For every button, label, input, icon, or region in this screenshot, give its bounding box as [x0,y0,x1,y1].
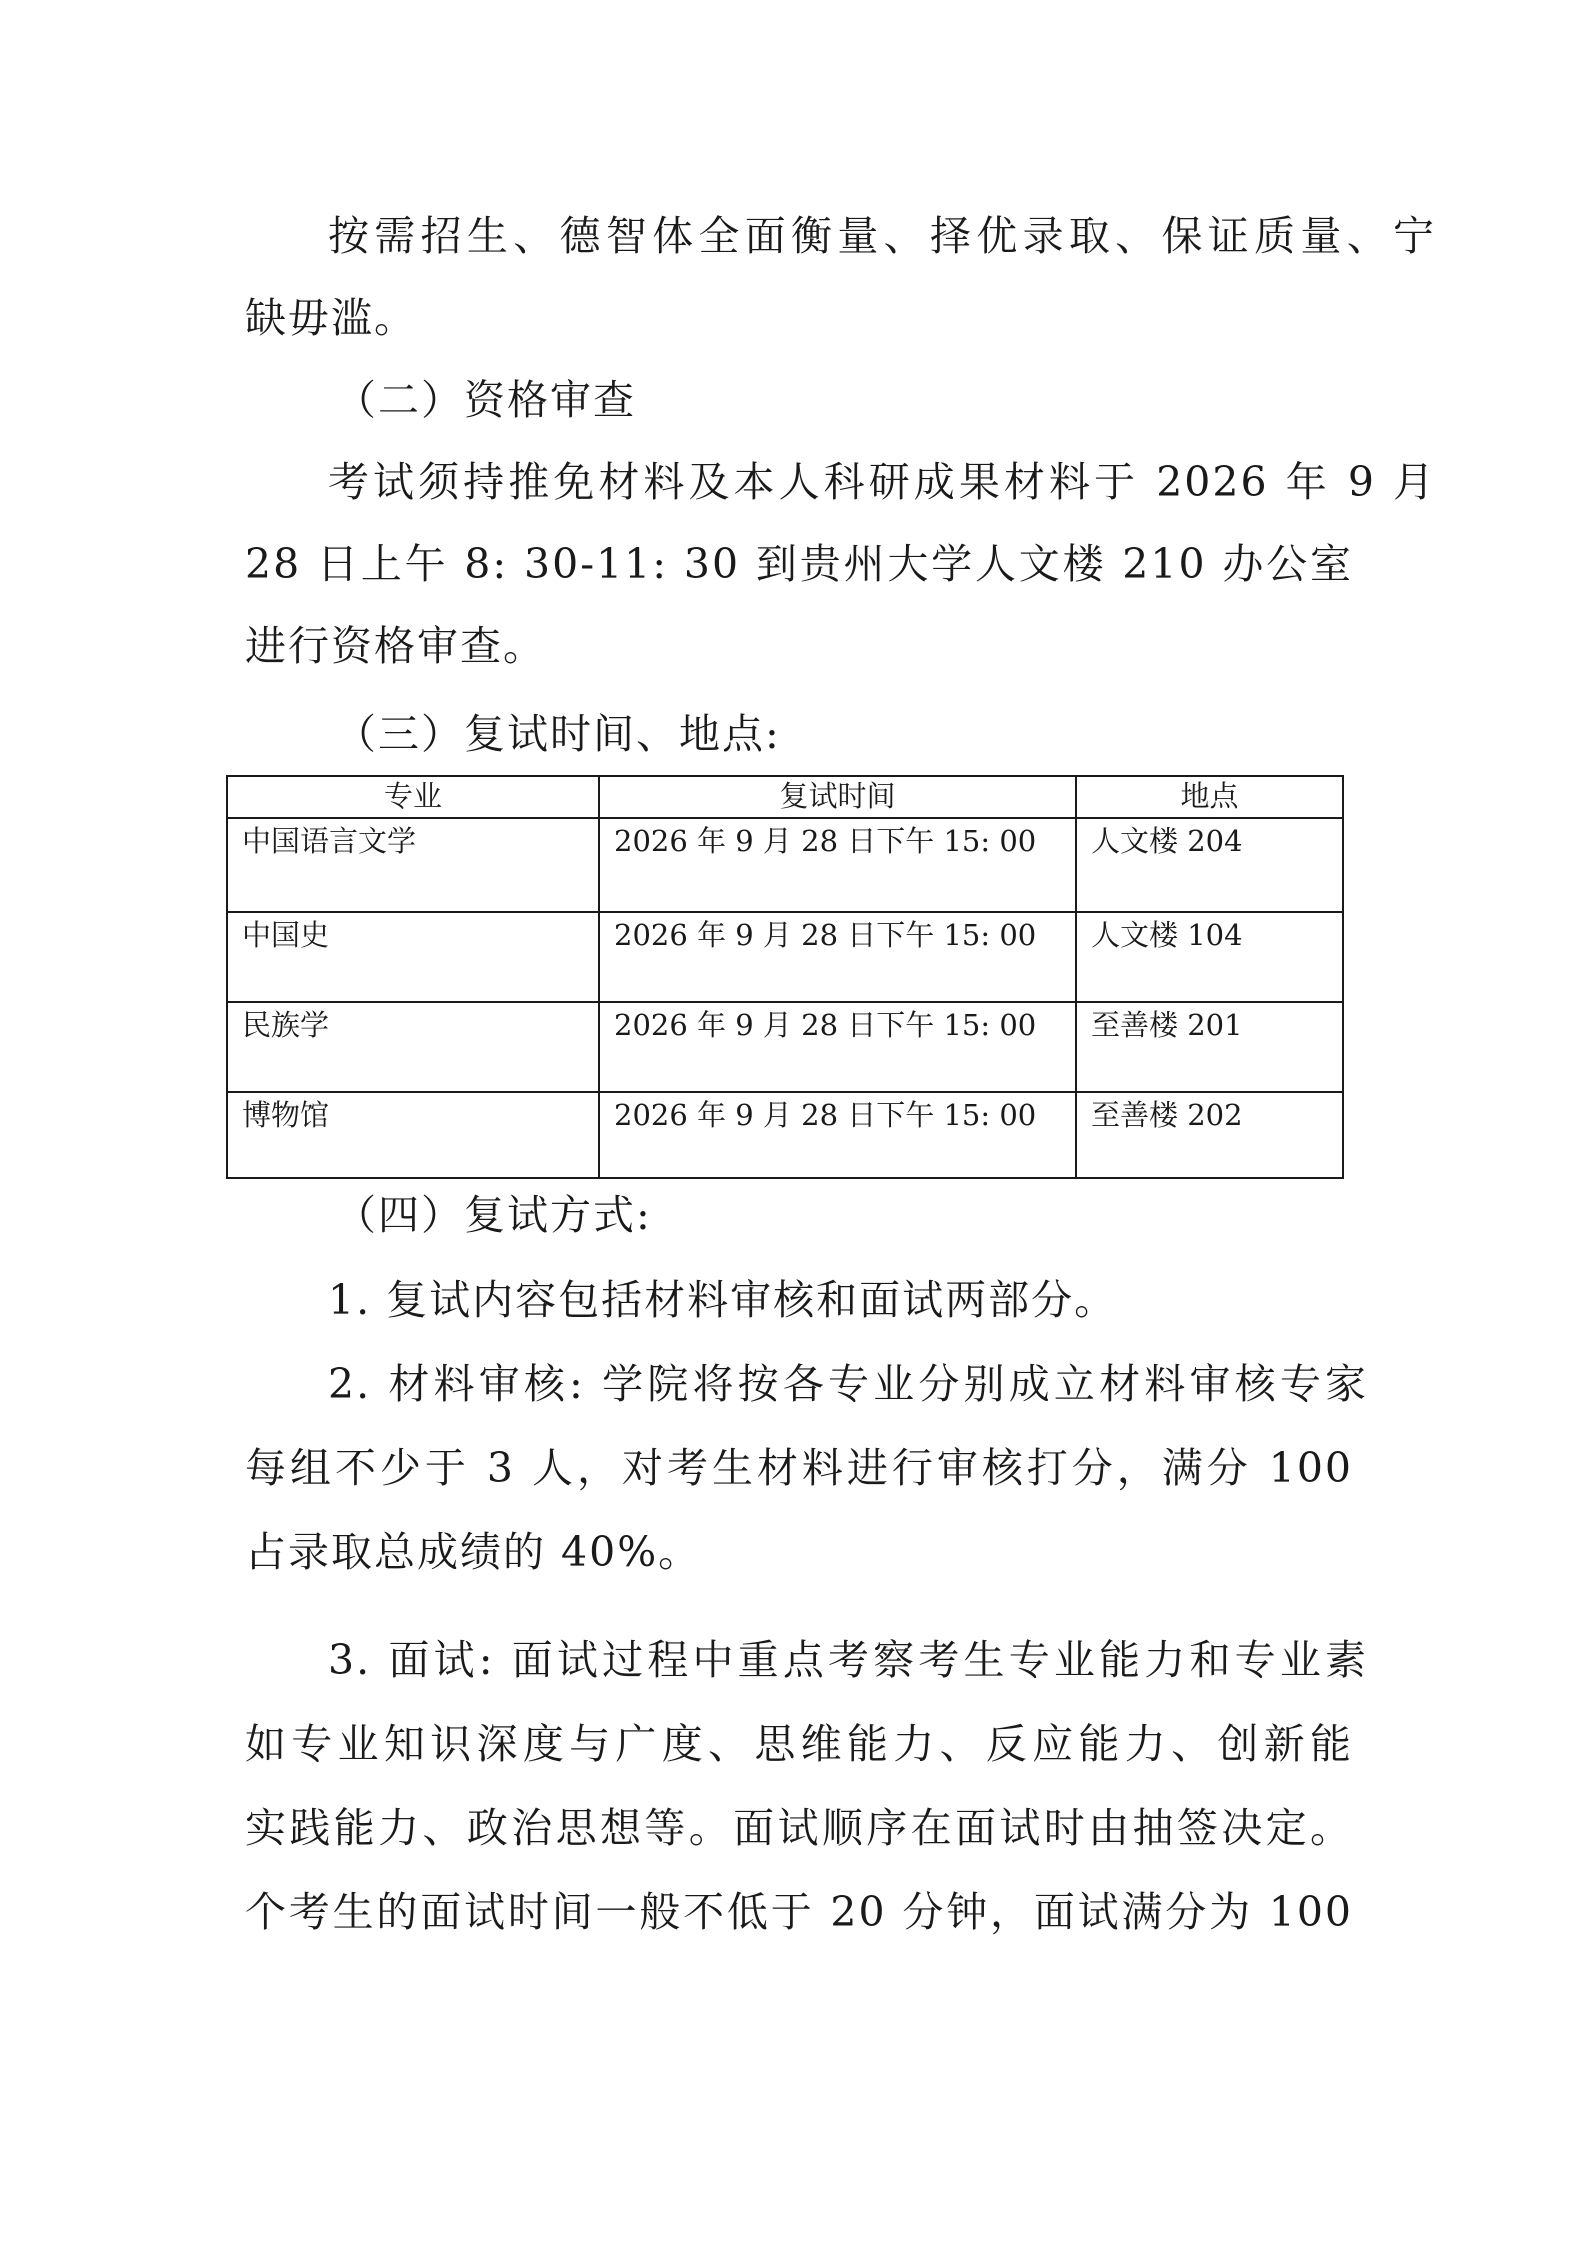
cell-major: 中国语言文学 [227,818,599,912]
cell-time: 2026 年 9 月 28 日下午 15: 00 [599,1092,1076,1178]
table-row [227,1092,1343,1178]
cell-major: 博物馆 [227,1092,599,1178]
list-item-3-line-4: 个考生的面试时间一般不低于 20 分钟，面试满分为 100 [245,1888,1353,1936]
header-major: 专业 [227,776,599,818]
section-heading-qualification-review: （二）资格审查 [335,376,636,424]
list-item-2-line-3: 占录取总成绩的 40%。 [245,1528,702,1576]
cell-location: 人文楼 104 [1076,912,1343,1002]
table-row [227,1002,1343,1092]
cell-time: 2026 年 9 月 28 日下午 15: 00 [599,912,1076,1002]
list-item-2-line-2: 每组不少于 3 人，对考生材料进行审核打分，满分 100 [245,1444,1353,1492]
paragraph-qualification-line-2: 28 日上午 8: 30-11: 30 到贵州大学人文楼 210 办公室 [245,540,1353,588]
paragraph-admission-principle-line-2: 缺毋滥。 [245,294,417,342]
list-item-2-line-1: 2. 材料审核: 学院将按各专业分别成立材料审核专家 [328,1360,1368,1408]
table-row [227,818,1343,912]
list-item-3-line-2: 如专业知识深度与广度、思维能力、反应能力、创新能 [245,1720,1353,1768]
list-item-1: 1. 复试内容包括材料审核和面试两部分。 [328,1276,1118,1324]
section-heading-interview-method: （四）复试方式: [335,1191,652,1239]
cell-major: 中国史 [227,912,599,1002]
cell-time: 2026 年 9 月 28 日下午 15: 00 [599,818,1076,912]
cell-location: 至善楼 202 [1076,1092,1343,1178]
paragraph-admission-principle-line-1: 按需招生、德智体全面衡量、择优录取、保证质量、宁 [328,212,1436,260]
cell-time: 2026 年 9 月 28 日下午 15: 00 [599,1002,1076,1092]
header-location: 地点 [1076,776,1343,818]
section-heading-time-location: （三）复试时间、地点: [335,710,781,758]
cell-location: 人文楼 204 [1076,818,1343,912]
table-header-row [227,776,1343,818]
list-item-3-line-3: 实践能力、政治思想等。面试顺序在面试时由抽签决定。 [245,1804,1353,1852]
schedule-table [226,775,1344,1179]
paragraph-qualification-line-3: 进行资格审查。 [245,622,546,670]
cell-location: 至善楼 201 [1076,1002,1343,1092]
table-row [227,912,1343,1002]
list-item-3-line-1: 3. 面试: 面试过程中重点考察考生专业能力和专业素 [328,1636,1368,1684]
paragraph-qualification-line-1: 考试须持推免材料及本人科研成果材料于 2026 年 9 月 [328,458,1436,506]
header-time: 复试时间 [599,776,1076,818]
cell-major: 民族学 [227,1002,599,1092]
